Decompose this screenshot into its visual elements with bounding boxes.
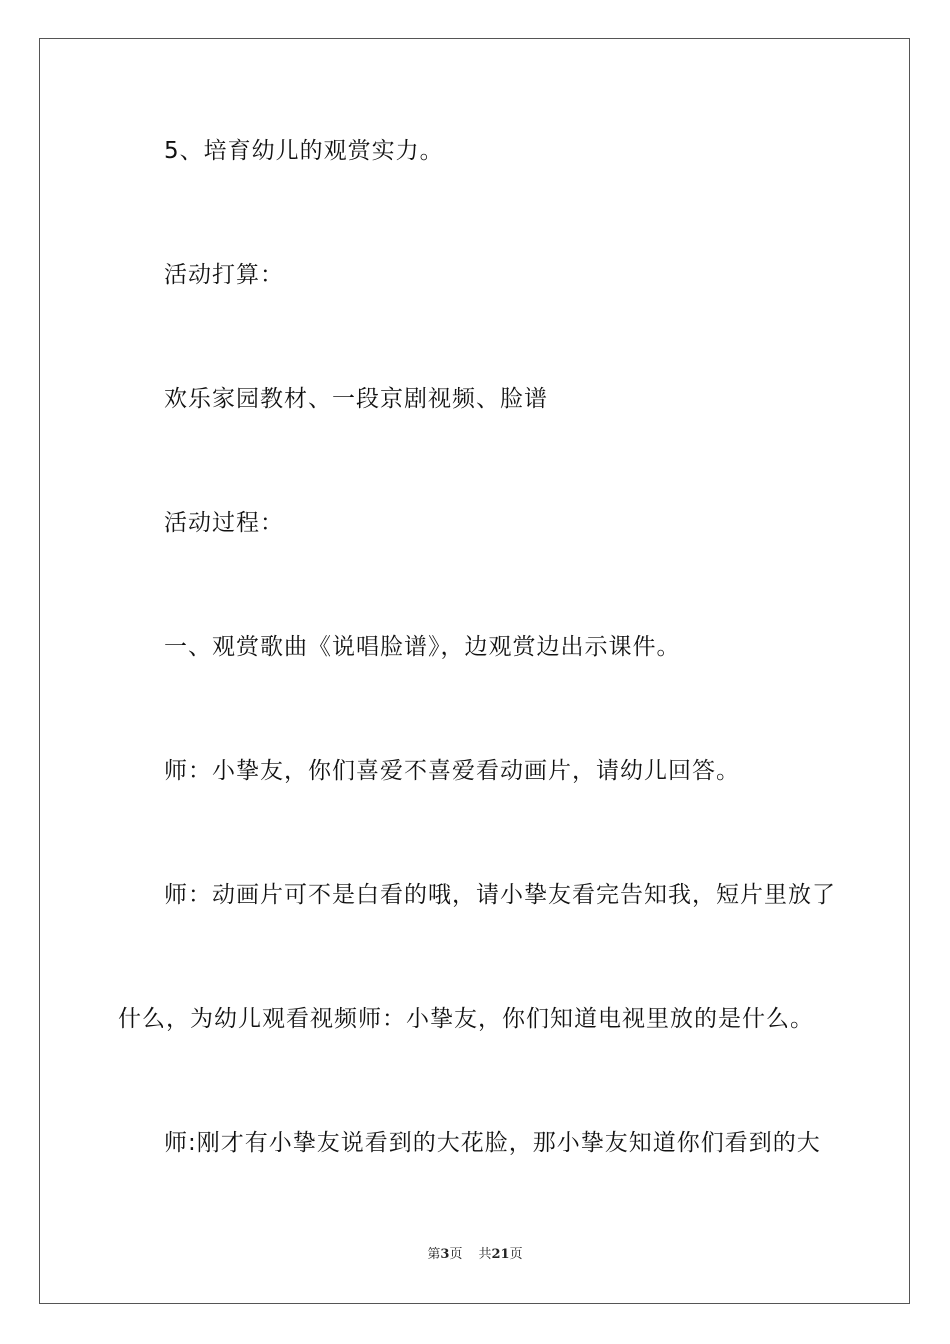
paragraph-materials: 欢乐家园教材、一段京剧视频、脸谱 — [164, 386, 548, 412]
footer-total-prefix: 共 — [478, 1247, 492, 1262]
paragraph-preparation-heading: 活动打算： — [164, 262, 284, 288]
paragraph-teacher-2: 师：动画片可不是白看的哦，请小挚友看完告知我，短片里放了 — [164, 882, 836, 908]
footer-suffix: 页 — [509, 1247, 523, 1262]
page-border — [39, 38, 910, 1304]
paragraph-teacher-2-cont: 什么，为幼儿观看视频师：小挚友，你们知道电视里放的是什么。 — [118, 1006, 814, 1032]
paragraph-step-1: 一、观赏歌曲《说唱脸谱》，边观赏边出示课件。 — [164, 634, 681, 660]
footer-prefix: 第 — [427, 1247, 441, 1262]
paragraph-teacher-1: 师：小挚友，你们喜爱不喜爱看动画片，请幼儿回答。 — [164, 758, 740, 784]
paragraph-teacher-3: 师:刚才有小挚友说看到的大花脸，那小挚友知道你们看到的大 — [164, 1130, 821, 1156]
paragraph-goal-5: 5、培育幼儿的观赏实力。 — [164, 138, 444, 164]
footer-page-word: 页 — [449, 1247, 463, 1262]
footer-total-pages: 21 — [491, 1247, 510, 1262]
footer-current-page: 3 — [440, 1247, 450, 1262]
paragraph-process-heading: 活动过程： — [164, 510, 284, 536]
page-footer — [0, 1246, 950, 1264]
